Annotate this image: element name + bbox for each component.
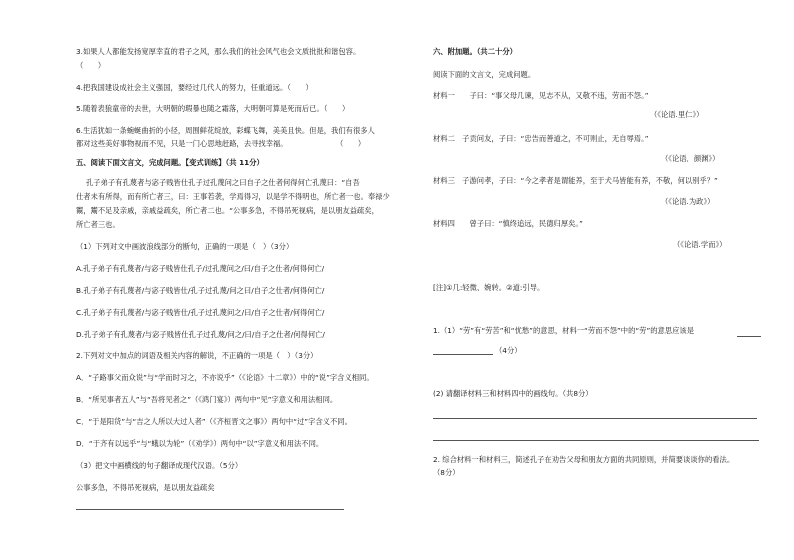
- rq1-line1: 1.（1）“劳”有“劳苦”和“忧愁”的意思，材料一“劳而不怨”中的“劳”的意思应该是: [433, 326, 695, 335]
- q6-paren: （ ）: [336, 139, 366, 148]
- passage-line-1: 孔子弟子有孔蔑者与宓子贱皆仕孔子过孔蔑问之曰自子之仕者何得何亡孔蔑曰：“自吾: [86, 178, 360, 187]
- rq1-score: （4分）: [495, 346, 522, 355]
- passage-line-2: 仕者未有所得，而有所亡者三，曰：王事若袭，学焉得习，以是学不得明也，所亡者一也。奉禄少: [76, 192, 390, 201]
- q5-text: 5.随着表狼童帝的去世，大明朝的瑕暴也随之霜落，大明朝可算是死而后已。（ ）: [76, 104, 350, 113]
- passage-line-4: 所亡者三也。: [76, 220, 120, 229]
- rq1-blank-2[interactable]: [433, 354, 493, 355]
- q2-option-a: A．“子路事父而众说”与“学而时习之，不亦说乎”（《论语》十二章》）中的“说”字含义相同。: [76, 373, 374, 382]
- q1-option-d: D.孔子弟子有孔蔑者/与宓子贱皆仕孔子过孔蔑/问之/曰/自子之仕者/何得何亡/: [76, 330, 325, 339]
- rq3-score: （8分）: [433, 468, 460, 477]
- q6-line1: 6.生活犹如一条蜿蜒曲折的小径，周围鲜花绽放，彩蝶飞舞，美美且快。但是，我们有很多人: [76, 126, 375, 135]
- annotation-note: [注]①几:轻微、婉转。②道:引导。: [433, 283, 545, 292]
- q1-stem: （1）下列对文中画波浪线部分的断句，正确的一项是（ ）（3分）: [76, 242, 294, 251]
- rq2-answer-line-2[interactable]: [433, 440, 759, 441]
- q2-option-c: C．“于是阳货”与“吉之人所以大过人者”（《齐桓晋文之事》）两句中“过”字含义不同。: [76, 417, 352, 426]
- rq2-line: (2) 请翻译材料三和材料四中的画线句。（共8分）: [433, 389, 593, 398]
- q2-option-b: B．“所见事者五人”与“吾将见者之”（《鸿门宴》）两句中“见”字意义和用法相同。: [76, 395, 338, 404]
- q1-option-a: A.孔子弟子有孔蔑者/与宓子贱皆仕孔子/过孔蔑问之/曰/自子之仕者/何得何亡/: [76, 264, 325, 273]
- material-4: 材料四 曾子曰：“慎终追远，民德归厚矣。”: [433, 219, 583, 228]
- q3-translate-stem: （3）把文中画横线的句子翻译成现代汉语。（5分）: [76, 461, 243, 470]
- material-1: 材料一 子曰：“事父母几谏，见志不从，又敬不违，劳而不怨。”: [433, 91, 649, 100]
- q1-option-c: C.孔子弟子有孔蔑者/与宓子贱皆仕/孔子过孔蔑问之/曰/自子之仕者/何得何亡/: [76, 308, 325, 317]
- material-1-source: （《论语.里仁》）: [650, 110, 704, 119]
- material-2-source: （《论语．颜渊》）: [661, 154, 720, 163]
- material-3-source: （《论语.为政》）: [661, 197, 715, 206]
- q3-sentence: 公事多急，不得吊死视病，是以朋友益疏矣: [76, 483, 215, 492]
- answer-line-left[interactable]: [76, 509, 344, 510]
- rq1-blank-1[interactable]: [737, 336, 761, 337]
- rq3-line1: 2. 综合材料一和材料三，简述孔子在劝告父母和朋友方面的共同原则，并简要谈谈你的看法。: [433, 455, 735, 464]
- q4-text: 4.把我国建设成社会主义强国，要经过几代人的努力，任重道远。（ ）: [76, 83, 313, 92]
- q3-text: 3.如果人人都能发扬宽厚幸直的君子之风，那么我们的社会风气也会文质批批和谐包容。: [76, 47, 361, 56]
- section6-instruction: 阅读下面的文言文，完成问题。: [433, 70, 536, 79]
- material-3: 材料三 子游问孝，子曰：“今之孝者是谓能养，至于犬马皆能有养，不敬，何以别乎？”: [433, 176, 718, 185]
- passage-line-3: 鬻，鬻不足及亲戚，亲戚益疏矣，所亡者二也。“公事多急，不得吊死视病，是以朋友益疏矣，: [76, 206, 379, 215]
- q2-option-d: D．“于齐有以远乎”与“蛾以为轮”（《劝学》）两句中“以”字意义和用法不同。: [76, 439, 324, 448]
- material-2: 材料二 子贡问友，子曰：“忠告而善道之，不可则止，无自辱焉。”: [433, 134, 649, 143]
- material-4-source: （《论语.学而》）: [673, 240, 727, 249]
- section6-title: 六、附加题。（共二十分）: [433, 47, 517, 56]
- q1-option-b: B.孔子弟子有孔蔑者/与宓子贱皆仕/孔子过孔蔑/问之曰/自子之仕者/何得何亡/: [76, 286, 325, 295]
- q6-line2: 都对这些美好事物视而不见，只是一门心思地赶路，去寻找幸福。: [76, 139, 288, 148]
- q2-stem: 2.下列对文中加点的词语及相关内容的解说，不正确的一项是（ ）（3分）: [76, 351, 318, 360]
- q3-paren: （ ）: [76, 61, 106, 70]
- rq2-answer-line-1[interactable]: [433, 418, 757, 419]
- section5-title: 五、阅读下面文言文，完成问题。【变式训练】（共 11分）: [76, 158, 264, 167]
